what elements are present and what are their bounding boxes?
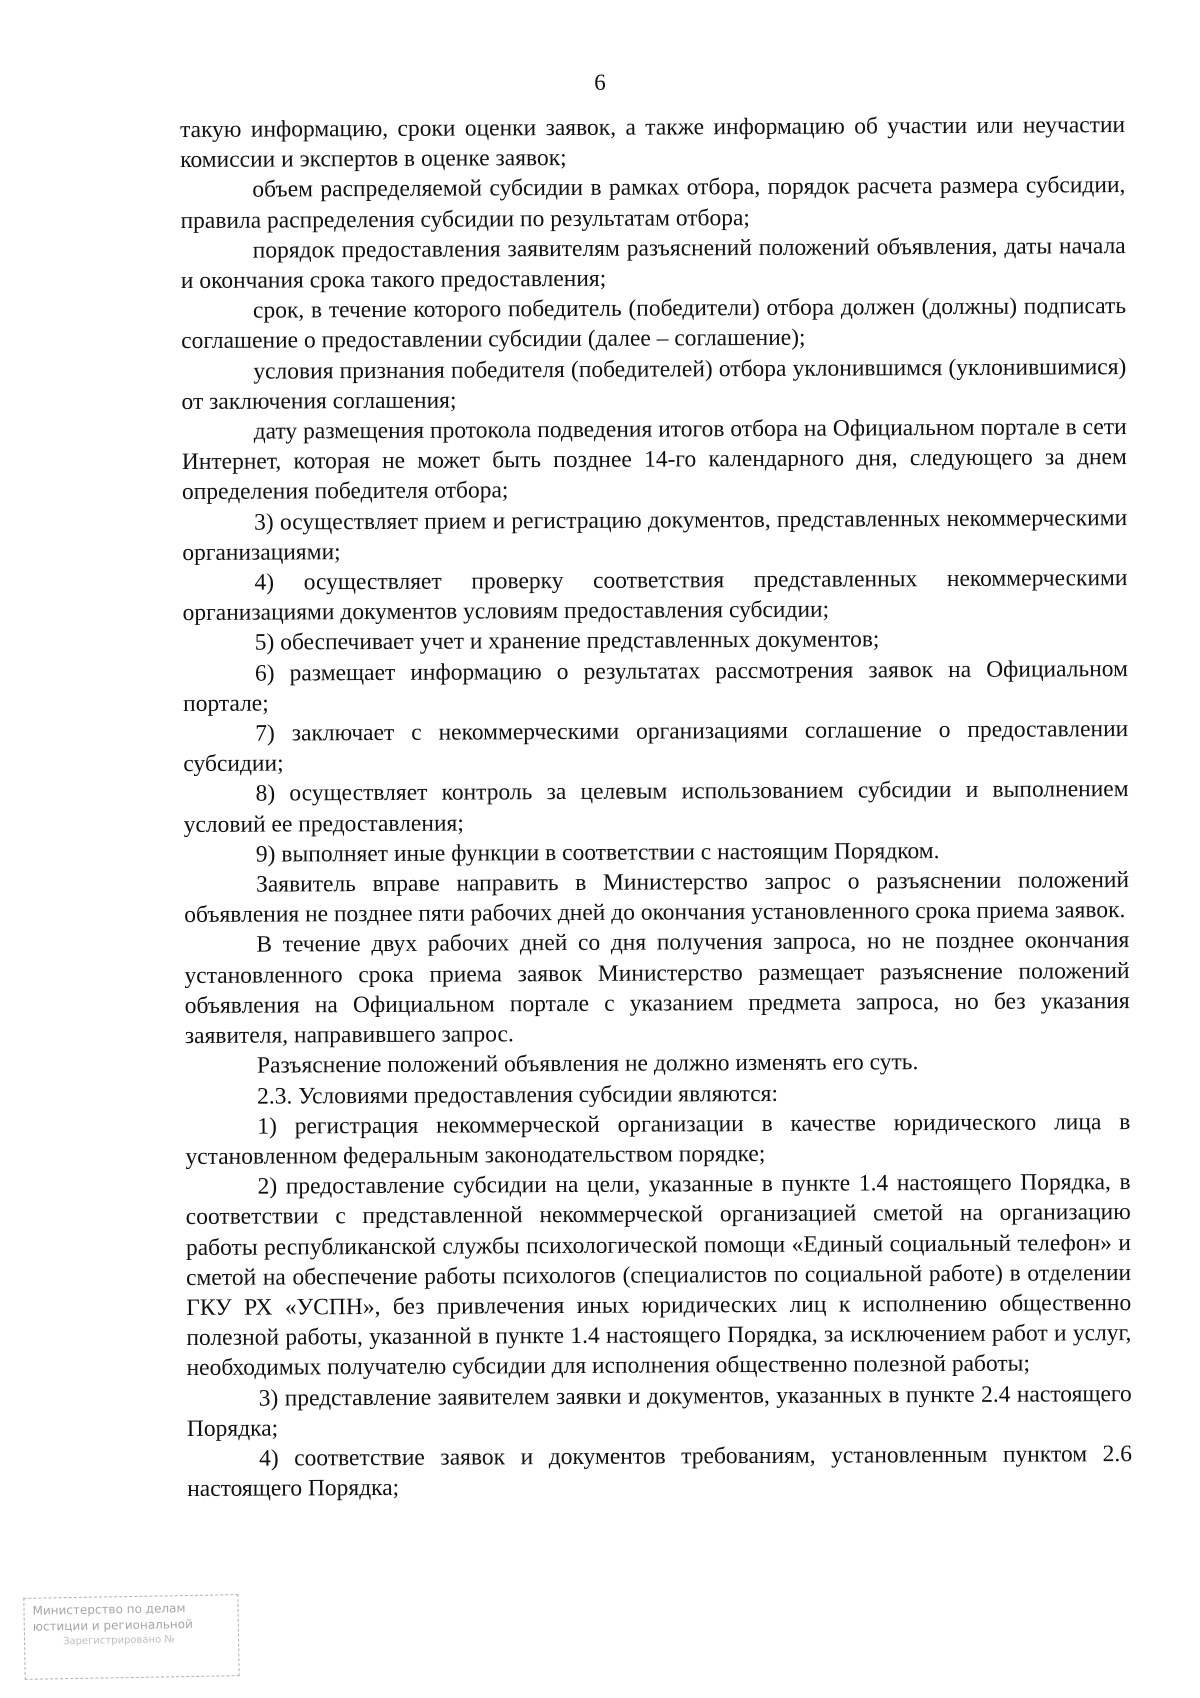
paragraph: 3) представление заявителем заявки и документов, указанных в пункте 2.4 настоящего Порядка; — [186, 1380, 1132, 1442]
stamp-line: Зарегистрировано № — [62, 1634, 175, 1648]
paragraph: 8) осуществляет контроль за целевым использованием субсидии и выполнением условий ее предоставления; — [183, 776, 1129, 838]
paragraph: 6) размещает информацию о результатах рассмотрения заявок на Официальном портале; — [183, 655, 1128, 717]
document-body — [180, 110, 1132, 1504]
paragraph: дату размещения протокола подведения итогов отбора на Официальном портале в сети Интернет, которая не может быть позднее 14-го календарного дня, следующего за днем определения победителя отбора; — [181, 414, 1127, 506]
paragraph: 1) регистрация некоммерческой организации в качестве юридического лица в установленном федеральным законодательством порядке; — [185, 1108, 1131, 1170]
paragraph: объем распределяемой субсидии в рамках отбора, порядок расчета размера субсидии, правила распределения субсидии по результатам отбора; — [180, 172, 1126, 234]
paragraph: 2.3. Условиями предоставления субсидии являются: — [257, 1080, 779, 1110]
paragraph: условия признания победителя (победителей) отбора уклонившимся (уклонившимися) от заключения соглашения; — [181, 353, 1127, 415]
paragraph: 9) выполняет иные функции в соответствии с настоящим Порядком. — [255, 837, 940, 868]
paragraph: Заявитель вправе направить в Министерство запрос о разъяснении положений объявления не позднее пяти рабочих дней до окончания установленного срока приема заявок. — [184, 867, 1130, 929]
paragraph: 5) обеспечивает учет и хранение представленных документов; — [254, 626, 880, 657]
paragraph: порядок предоставления заявителям разъяснений положений объявления, даты начала и окончания срока такого предоставления; — [180, 232, 1126, 295]
paragraph: срок, в течение которого победитель (победители) отбора должен (должны) подписать соглашение о предоставлении субсидии (далее – соглашение); — [181, 293, 1127, 355]
paragraph: такую информацию, сроки оценки заявок, а также информацию об участии или неучастии комиссии и экспертов в оценке заявок; — [180, 112, 1126, 174]
stamp-line: Министерство по делам — [32, 1601, 186, 1618]
paragraph: 4) соответствие заявок и документов требованиям, установленным пунктом 2.6 настоящего Порядка; — [187, 1440, 1133, 1503]
paragraph: Разъяснение положений объявления не должно изменять его суть. — [256, 1049, 919, 1079]
paragraph: 4) осуществляет проверку соответствия представленных некоммерческими организациями документов условиям предоставления субсидии; — [182, 565, 1128, 627]
paragraph: 2) предоставление субсидии на цели, указанные в пункте 1.4 настоящего Порядка, в соответствии с представленной некоммерческой организацией сметой на организацию работы республиканской службы психологической помощи «Единый социальный телефон» и сметой на обеспечение работы психологов (специалистов по социальной работе) в отделении ГКУ РХ «УСПН», без привлечения иных юридических лиц к исполнению общественно полезной работы, указанной в пункте 1.4 настоящего Порядка, за исключением работ и услуг, необходимых получателю субсидии для исполнения общественно полезной работы; — [185, 1169, 1132, 1382]
paragraph: В течение двух рабочих дней со дня получения запроса, но не позднее окончания установленного срока приема заявок Министерство размещает разъяснение положений объявления на Официальном портале с указанием предмета запроса, но без указания заявителя, направившего запрос. — [184, 927, 1130, 1050]
stamp-line: юстиции и региональной — [32, 1616, 193, 1634]
paragraph: 7) заключает с некоммерческими организациями соглашение о предоставлении субсидии; — [183, 716, 1129, 778]
paragraph: 3) осуществляет прием и регистрацию документов, представленных некоммерческими организациями; — [182, 504, 1128, 566]
registration-stamp — [23, 1594, 239, 1680]
page-number: 6 — [594, 70, 606, 95]
